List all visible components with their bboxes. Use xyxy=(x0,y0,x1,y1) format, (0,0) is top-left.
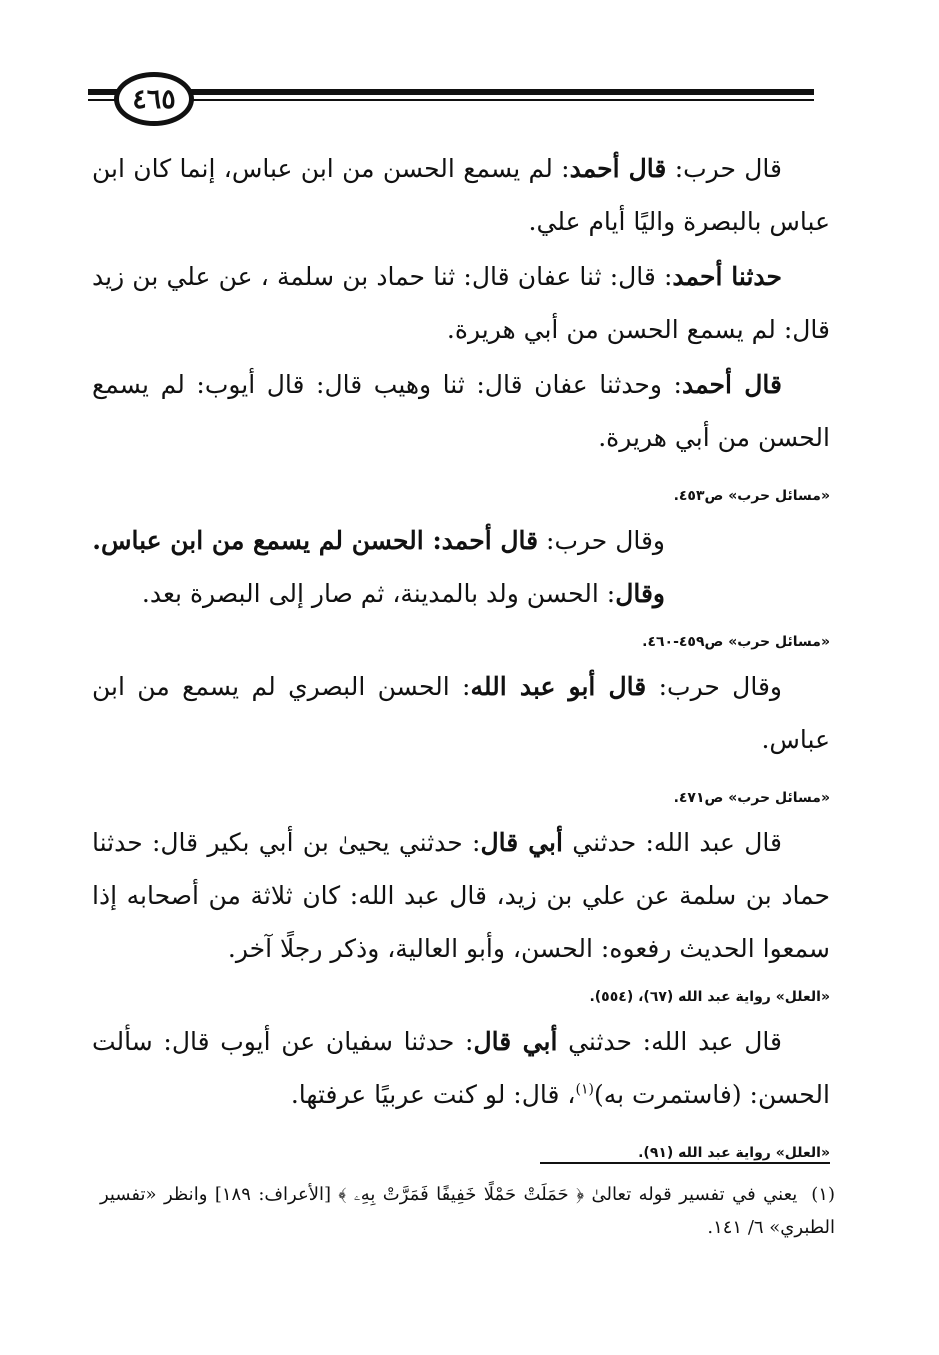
paragraph-2: حدثنا أحمد: قال: ثنا عفان قال: ثنا حماد بن سلمة ، عن علي بن زيد قال: لم يسمع الحسن من أبي هريرة. xyxy=(92,262,830,344)
page-header xyxy=(88,72,814,132)
footnote-marker: (١) xyxy=(575,1081,594,1098)
header-rule-thick xyxy=(88,89,814,95)
page-number: ٤٦٥ xyxy=(132,83,176,115)
paragraph-8: قال عبد الله: حدثني أبي قال: حدثنا سفيان عن أيوب قال: سألت الحسن: (فاستمرت به)$^{(١)}$، قال: لو كنت عربيًا عرفتها. xyxy=(92,1027,830,1109)
page-number-badge xyxy=(114,72,194,126)
source-citation-2: «مسائل حرب» ص٤٥٩-٤٦٠. xyxy=(642,634,830,650)
paragraph-3: قال أحمد: وحدثنا عفان قال: ثنا وهيب قال: قال أيوب: لم يسمع الحسن من أبي هريرة. xyxy=(92,370,830,452)
source-citation-3: «مسائل حرب» ص٤٧١. xyxy=(673,790,830,806)
paragraph-4: وقال حرب: قال أحمد: الحسن لم يسمع من ابن عباس. xyxy=(92,526,665,555)
main-text xyxy=(92,142,830,1171)
footnote xyxy=(100,1178,835,1244)
footnote-separator xyxy=(540,1162,830,1164)
paragraph-1: قال حرب: قال أحمد: لم يسمع الحسن من ابن عباس، إنما كان ابن عباس بالبصرة واليًا أيام علي. xyxy=(92,154,830,236)
source-citation-5: «العلل» رواية عبد الله (٩١). xyxy=(638,1145,830,1161)
source-citation-1: «مسائل حرب» ص٤٥٣. xyxy=(673,488,830,504)
paragraph-5: وقال: الحسن ولد بالمدينة، ثم صار إلى البصرة بعد. xyxy=(141,579,665,608)
footnote-number: (١) xyxy=(811,1184,835,1205)
header-rule-thin xyxy=(88,99,814,101)
footnote-text: يعني في تفسير قوله تعالىٰ ﴿ حَمَلَتْ حَمْلًا خَفِيفًا فَمَرَّتْ بِهِۦ ﴾ [الأعراف: ١٨٩] وانظر «تفسير الطبري» ٦/ ١٤١. xyxy=(100,1184,835,1238)
source-citation-4: «العلل» رواية عبد الله (٦٧)، (٥٥٤). xyxy=(589,989,830,1005)
paragraph-6: وقال حرب: قال أبو عبد الله: الحسن البصري لم يسمع من ابن عباس. xyxy=(92,672,830,754)
paragraph-7: قال عبد الله: حدثني أبي قال: حدثني يحيىٰ بن أبي بكير قال: حدثنا حماد بن سلمة عن علي بن زيد، قال عبد الله: كان ثلاثة من أصحابه إذا سمعوا الحديث رفعوه: الحسن، وأبو العالية، وذكر رجلًا آخر. xyxy=(92,828,830,963)
